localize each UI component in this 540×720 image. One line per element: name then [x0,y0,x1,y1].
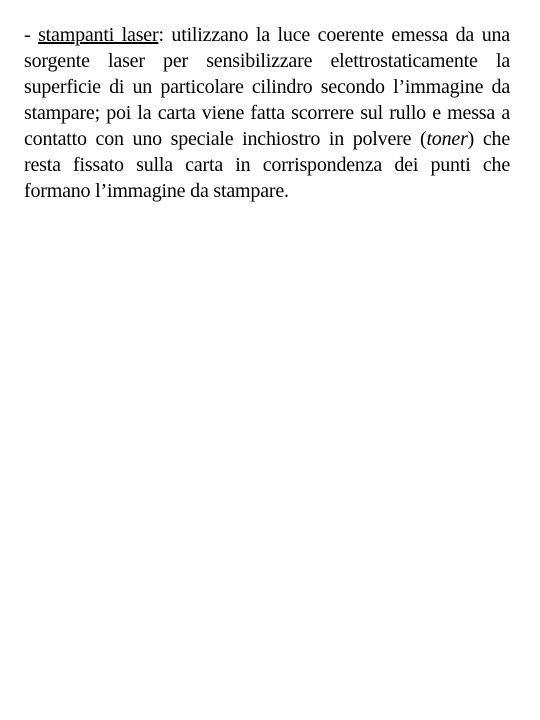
italic-term: toner [426,128,468,150]
bullet-dash: - [24,24,39,46]
paragraph-text-ending: ) che resta fissato sulla carta in corrispondenza dei punti che formano l’immagine da stampare. [24,128,510,202]
underlined-term: stampanti laser [38,24,159,46]
body-paragraph [24,22,510,204]
paragraph-text: : utilizzano la luce coerente emessa da una sorgente laser per sensibilizzare elettrostaticamente la superficie di un particolare cilindro secondo l’immagine da stampare; poi la carta viene fatta scorrere sul rullo e messa a contatto con uno speciale inchiostro in polvere ( [24,24,510,150]
